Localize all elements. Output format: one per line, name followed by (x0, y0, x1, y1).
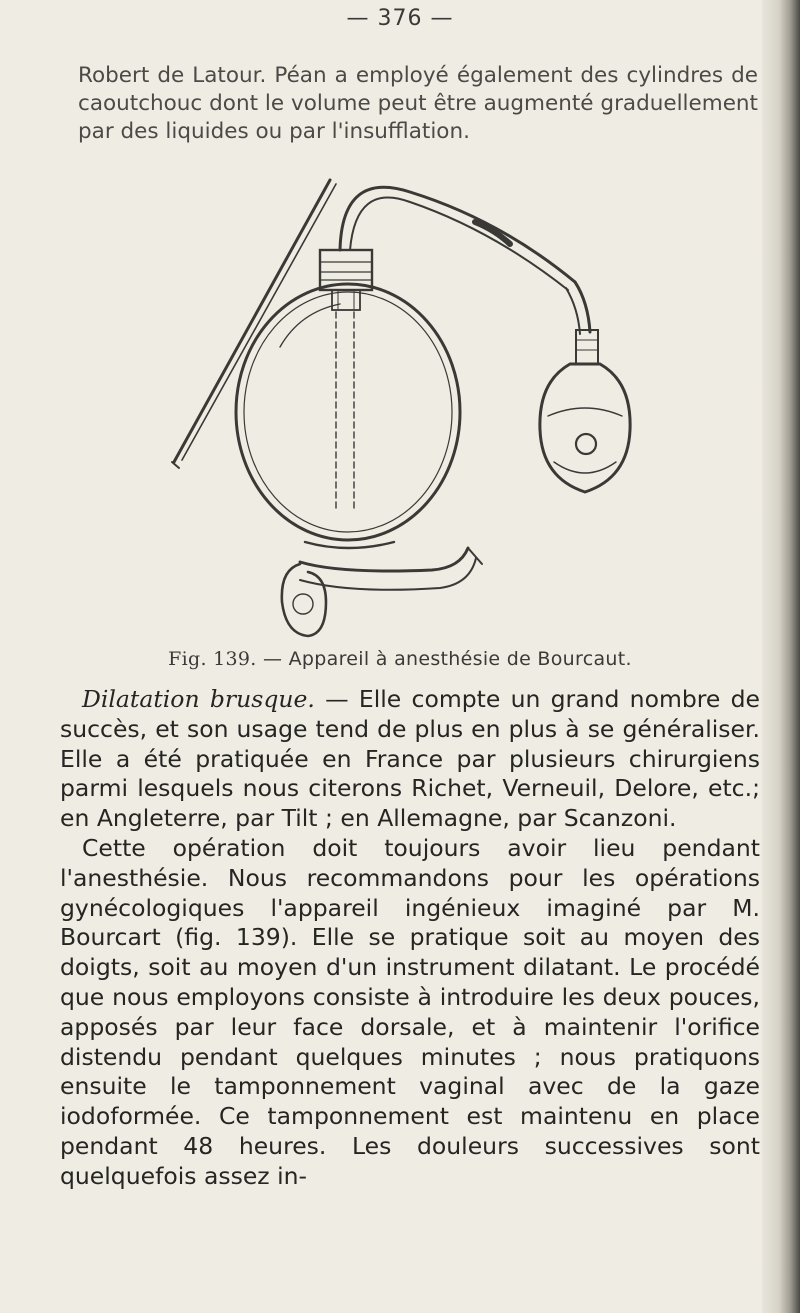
section-title: Dilatation brusque. (82, 685, 315, 713)
intro-paragraph: Robert de Latour. Péan a employé également des cylindres de caoutchouc dont le volume peut être augmenté graduellement par des liquides ou par l'insufflation. (78, 63, 758, 144)
figure-label: Fig. 139. (168, 648, 257, 670)
paragraph-dilatation (60, 685, 760, 834)
anesthesia-apparatus-illustration (170, 172, 640, 647)
paragraph-dilatation-text: — Elle compte un grand nombre de succès, et son usage tend de plus en plus à se généraliser. Elle a été pratiquée en France par plusieurs chirurgiens parmi lesquels nous citerons Richet, Verneuil, Delore, etc.; en Angleterre, par Tilt ; en Allemagne, par Scanzoni. (60, 685, 760, 833)
figure-caption-text: — Appareil à anesthésie de Bourcaut. (263, 648, 632, 670)
bottom-stopper (305, 542, 394, 548)
bottom-tube (300, 548, 468, 571)
apparatus-drawing (170, 172, 640, 647)
diagonal-rod (174, 180, 330, 462)
paragraph-operation: Cette opération doit toujours avoir lieu pendant l'anesthésie. Nous recommandons pour les opérations gynécologiques l'appareil ingénieux imaginé par M. Bourcart (fig. 139). Elle se pratique soit au moyen des doigts, soit au moyen d'un instrument dilatant. Le procédé que nous employons consiste à introduire les deux pouces, apposés par leur face dorsale, et à maintenir l'orifice distendu pendant quelques minutes ; nous pratiquons ensuite le tamponnement vaginal avec de la gaze iodoformée. Ce tamponnement est maintenu en place pendant 48 heures. Les douleurs successives sont quelquefois assez in- (60, 833, 760, 1190)
figure-caption (0, 648, 800, 670)
body-text (60, 685, 760, 1192)
glass-balloon (236, 284, 460, 540)
small-bulb (282, 564, 326, 636)
diagonal-rod-inner (182, 184, 336, 460)
page-number: — 376 — (346, 6, 454, 31)
